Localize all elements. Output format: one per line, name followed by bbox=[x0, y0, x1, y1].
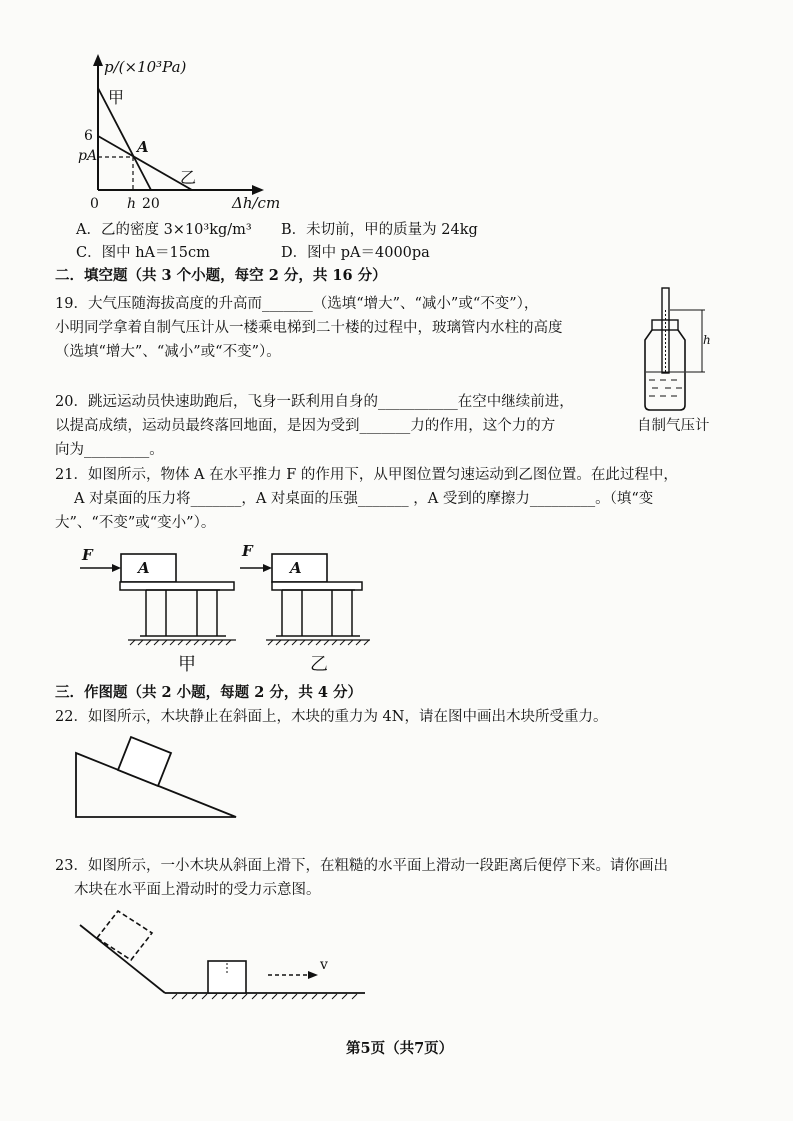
q20-line1: 20．跳远运动员快速助跑后，飞身一跃利用自身的___________在空中继续前进， bbox=[55, 394, 574, 410]
q23-line2: 木块在水平面上滑动时的受力示意图。 bbox=[74, 882, 321, 898]
option-b: B．未切前，甲的质量为 24kg bbox=[281, 222, 478, 238]
y-tick-6: 6 bbox=[84, 128, 93, 144]
block-A-jia: A bbox=[138, 559, 150, 577]
x-tick-h: h bbox=[127, 196, 137, 212]
q19-line1: 19．大气压随海拔高度的升高而_______（选填“增大”、“减小”或“不变”）， bbox=[55, 296, 539, 312]
dashed-block bbox=[97, 911, 152, 960]
barometer-h-label: h bbox=[703, 333, 711, 347]
caption-yi: 乙 bbox=[310, 654, 328, 675]
force-F-yi: F bbox=[242, 542, 253, 560]
force-F-jia: F bbox=[82, 546, 93, 564]
label-jia: 甲 bbox=[108, 88, 125, 107]
q21-line1: 21．如图所示，物体 A 在水平推力 F 的作用下，从甲图位置匀速运动到乙图位置。在此过程中， bbox=[55, 467, 678, 483]
pressure-graph bbox=[0, 0, 793, 215]
point-A-label: A bbox=[137, 138, 149, 156]
y-tick-pA: pA bbox=[78, 148, 98, 164]
option-d: D．图中 pA＝4000pa bbox=[281, 245, 430, 261]
q21-line2: A 对桌面的压力将_______，A 对桌面的压强_______ ，A 受到的摩擦力_________。（填“变 bbox=[74, 491, 654, 507]
barometer-figure bbox=[600, 280, 720, 420]
q20-line3: 向为_________。 bbox=[55, 442, 164, 458]
ground-block bbox=[208, 961, 246, 993]
q22-line1: 22．如图所示，木块静止在斜面上，木块的重力为 4N，请在图中画出木块所受重力。 bbox=[55, 709, 608, 725]
x-axis-label: Δh/cm bbox=[232, 194, 281, 212]
q20-line2: 以提高成绩，运动员最终落回地面，是因为受到_______力的作用，这个力的方 bbox=[55, 418, 556, 434]
q19-line2: 小明同学拿着自制气压计从一楼乘电梯到二十楼的过程中，玻璃管内水柱的高度 bbox=[55, 320, 563, 336]
q19-line3: （选填“增大”、“减小”或“不变”）。 bbox=[55, 344, 281, 360]
q21-line3: 大”、“不变”或“变小”）。 bbox=[55, 515, 216, 531]
page-footer: 第5页（共7页） bbox=[346, 1040, 454, 1057]
table-yi bbox=[240, 542, 370, 675]
origin-label: 0 bbox=[90, 196, 99, 212]
velocity-label: v bbox=[320, 957, 328, 973]
incline-figure bbox=[0, 725, 793, 825]
wood-block bbox=[118, 737, 171, 786]
slide-figure bbox=[0, 905, 793, 1025]
x-tick-20: 20 bbox=[142, 196, 160, 212]
table-jia bbox=[80, 546, 236, 675]
table-figure bbox=[0, 540, 793, 680]
option-a: A．乙的密度 3×10³kg/m³ bbox=[76, 222, 252, 238]
q23-line1: 23．如图所示，一小木块从斜面上滑下，在粗糙的水平面上滑动一段距离后便停下来。请你画出 bbox=[55, 858, 668, 874]
section3-title: 三．作图题（共 2 小题，每题 2 分，共 4 分） bbox=[55, 684, 363, 701]
y-axis-label: p/(×10³Pa) bbox=[104, 58, 187, 76]
barometer-caption: 自制气压计 bbox=[637, 418, 710, 434]
section2-title: 二．填空题（共 3 个小题，每空 2 分，共 16 分） bbox=[55, 267, 387, 284]
label-yi: 乙 bbox=[180, 168, 197, 187]
block-A-yi: A bbox=[290, 559, 302, 577]
option-c: C．图中 hA＝15cm bbox=[76, 245, 210, 261]
caption-jia: 甲 bbox=[178, 654, 196, 675]
y-axis-arrow bbox=[93, 54, 103, 66]
